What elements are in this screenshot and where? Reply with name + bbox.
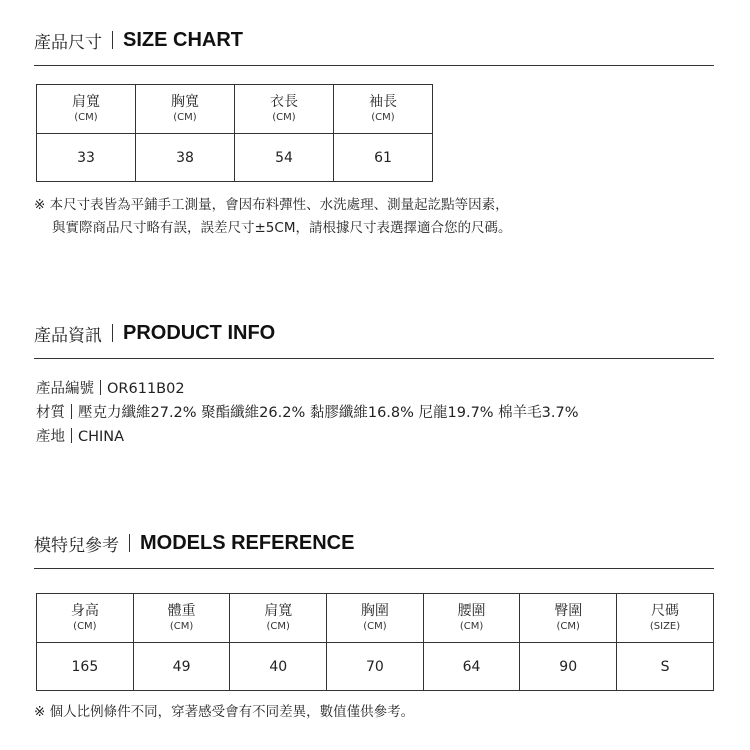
note-line: 與實際商品尺寸略有誤，誤差尺寸±5CM，請根據尺寸表選擇適合您的尺碼。: [52, 220, 512, 236]
table-header-cell: [133, 594, 230, 643]
column-unit: (CM): [272, 112, 296, 123]
column-label: 袖長: [369, 94, 397, 110]
size-chart-section: [34, 28, 714, 236]
column-unit: (CM): [173, 112, 197, 123]
column-label: 臀圍: [554, 603, 583, 619]
table-cell: 38: [136, 134, 235, 182]
section-rule: [34, 358, 714, 359]
table-header-cell: [230, 594, 327, 643]
table-cell: 165: [37, 643, 134, 691]
table-header-cell: [136, 85, 235, 134]
column-unit: (CM): [371, 112, 395, 123]
size-chart-note: [34, 194, 511, 240]
column-unit: (CM): [169, 621, 194, 632]
product-info-title-en: PRODUCT INFO: [123, 321, 276, 344]
heading-divider: [129, 534, 130, 552]
product-info-title-zh: 產品資訊: [34, 325, 102, 346]
column-label: 尺碼: [651, 603, 680, 619]
table-cell: 33: [37, 134, 136, 182]
column-unit: (CM): [74, 112, 98, 123]
info-divider: [71, 428, 72, 443]
info-row-product-number: [36, 377, 579, 401]
product-info-heading: [34, 321, 714, 345]
column-unit: (CM): [266, 621, 290, 632]
info-label: 產品編號: [36, 381, 94, 397]
section-rule: [34, 65, 714, 66]
size-chart-title-zh: 產品尺寸: [34, 32, 102, 53]
table-header-cell: [235, 85, 334, 134]
section-rule: [34, 568, 714, 569]
column-label: 體重: [167, 603, 196, 619]
column-unit: (CM): [73, 621, 97, 632]
size-chart-heading: [34, 28, 714, 52]
table-cell: 70: [327, 643, 424, 691]
table-header-cell: [37, 85, 136, 134]
heading-divider: [112, 324, 113, 342]
table-header-cell: [520, 594, 617, 643]
info-divider: [71, 404, 72, 419]
column-label: 肩寬: [264, 603, 293, 619]
table-header-cell: [334, 85, 433, 134]
table-cell: S: [617, 643, 714, 691]
models-reference-title-zh: 模特兒參考: [34, 535, 119, 556]
product-info-list: [36, 377, 579, 449]
column-unit: (CM): [556, 621, 580, 632]
table-header-cell: [327, 594, 424, 643]
size-chart-title-en: SIZE CHART: [123, 28, 243, 51]
column-unit: (CM): [459, 621, 484, 632]
column-label: 衣長: [270, 94, 298, 110]
heading-divider: [112, 31, 113, 49]
table-header-cell: [37, 594, 134, 643]
note-line: ※ 個人比例條件不同，穿著感受會有不同差異，數值僅供參考。: [34, 704, 415, 720]
table-header-cell: [617, 594, 714, 643]
models-reference-table: [36, 593, 714, 691]
info-row-material: [36, 401, 579, 425]
column-label: 腰圍: [457, 603, 486, 619]
note-line: ※ 本尺寸表皆為平鋪手工測量，會因布料彈性、水洗處理、測量起訖點等因素，: [34, 197, 509, 213]
table-cell: 64: [423, 643, 520, 691]
table-cell: 54: [235, 134, 334, 182]
column-label: 胸寬: [171, 94, 199, 110]
column-unit: (CM): [363, 621, 387, 632]
column-label: 胸圍: [360, 603, 389, 619]
table-cell: 61: [334, 134, 433, 182]
models-reference-note: [34, 701, 414, 724]
column-label: 身高: [70, 603, 99, 619]
info-divider: [100, 380, 101, 395]
info-value: OR611B02: [107, 381, 185, 397]
info-label: 材質: [36, 405, 65, 421]
info-row-origin: [36, 425, 579, 449]
product-info-section: [34, 321, 714, 445]
info-value: CHINA: [78, 429, 125, 445]
column-unit: (SIZE): [649, 621, 681, 632]
info-label: 產地: [36, 429, 65, 445]
table-header-row: [37, 85, 433, 134]
size-chart-table: [36, 84, 433, 182]
table-cell: 49: [133, 643, 230, 691]
models-reference-section: [34, 531, 714, 720]
info-value: 壓克力纖維27.2% 聚酯纖維26.2% 黏膠纖維16.8% 尼龍19.7% 棉羊毛3.7%: [78, 405, 579, 421]
models-reference-heading: [34, 531, 714, 555]
table-cell: 90: [520, 643, 617, 691]
models-reference-title-en: MODELS REFERENCE: [140, 531, 355, 554]
table-cell: 40: [230, 643, 327, 691]
table-row: [37, 134, 433, 182]
table-row: [37, 643, 714, 691]
column-label: 肩寬: [72, 94, 100, 110]
table-header-cell: [423, 594, 520, 643]
table-header-row: [37, 594, 714, 643]
